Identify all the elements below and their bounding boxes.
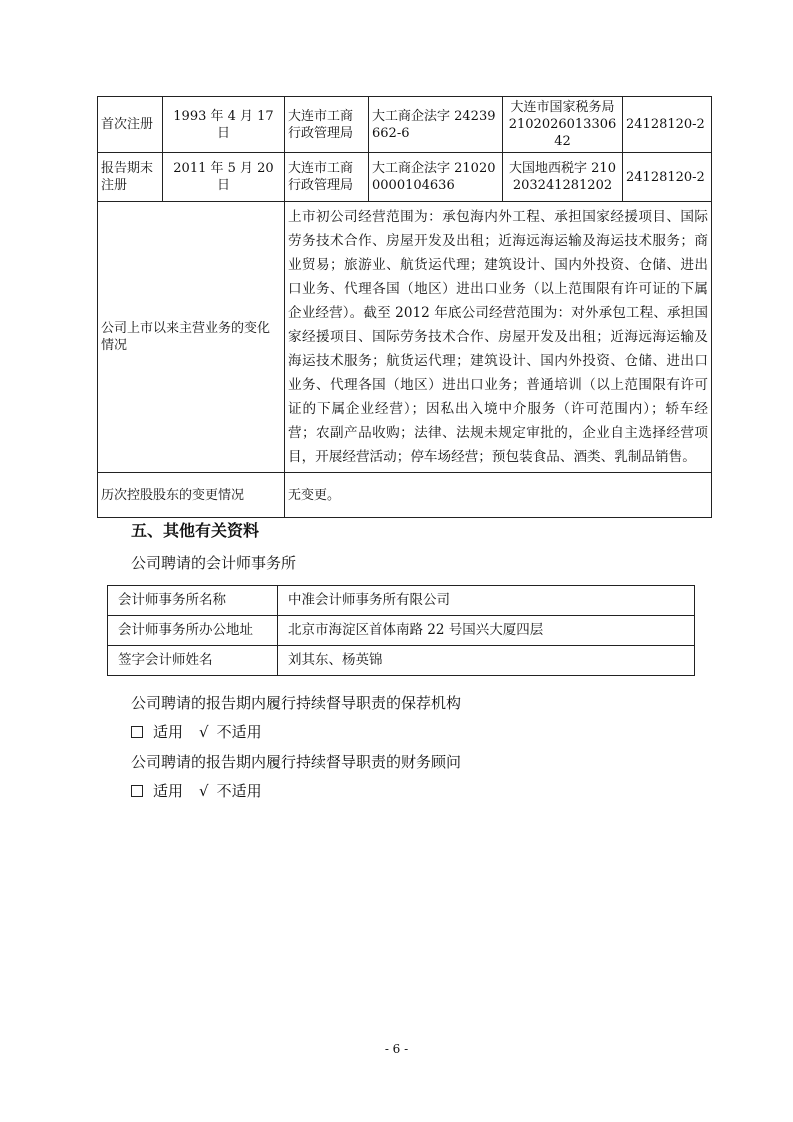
option-applicable: 适用 [153, 782, 184, 800]
page-number: - 6 - [384, 1042, 409, 1056]
checkbox-empty-icon [131, 785, 143, 797]
row-label: 首次注册 [98, 97, 163, 153]
tax-registration: 大连市国家税务局 210202601330642 [503, 97, 623, 153]
accounting-firm-table [107, 585, 695, 676]
shareholder-change-value: 无变更。 [285, 473, 712, 518]
advisor-line: 公司聘请的报告期内履行持续督导职责的财务顾问 [131, 753, 462, 771]
advisor-options [131, 781, 262, 801]
table-row [98, 97, 712, 153]
table-row [108, 586, 695, 616]
table-row [108, 646, 695, 676]
table-row [98, 153, 712, 202]
business-change-text: 上市初公司经营范围为：承包海内外工程、承担国家经援项目、国际劳务技术合作、房屋开发及出租；近海远海运输及海运技术服务；商业贸易；旅游业、航货运代理；建筑设计、国内外投资、仓储、进出口业务、代理各国（地区）进出口业务（以上范围限有许可证的下属企业经营）。截至 2012 年底公司经营范围为：对外承包工程、承担国家经援项目、国际劳务技术合作、房屋开发及出租；近海远海运输及海运技术服务；航货运代理；建筑设计、国内外投资、仓储、进出口业务、代理各国（地区）进出口业务；普通培训（以上范围限有许可证的下属企业经营）；因私出入境中介服务（许可范围内）；轿车经营；农副产品收购；法律、法规未规定审批的，企业自主选择经营项目，开展经营活动；停车场经营；预包装食品、酒类、乳制品销售。 [285, 202, 712, 473]
registration-authority: 大连市工商行政管理局 [285, 153, 369, 202]
table-row [98, 202, 712, 473]
sponsor-line: 公司聘请的报告期内履行持续督导职责的保荐机构 [131, 694, 462, 712]
shareholder-change-label: 历次控股股东的变更情况 [98, 473, 285, 518]
option-not-applicable: 不适用 [216, 723, 262, 741]
business-license: 大工商企法字 24239662-6 [369, 97, 503, 153]
accounting-value: 中准会计师事务所有限公司 [278, 586, 695, 616]
registration-date: 2011 年 5 月 20 日 [163, 153, 285, 202]
accounting-intro: 公司聘请的会计师事务所 [131, 554, 297, 572]
section-title: 五、其他有关资料 [131, 521, 260, 540]
accounting-label: 会计师事务所办公地址 [108, 616, 278, 646]
checkbox-empty-icon [131, 726, 143, 738]
row-label: 报告期末注册 [98, 153, 163, 202]
accounting-value: 北京市海淀区首体南路 22 号国兴大厦四层 [278, 616, 695, 646]
organization-code: 24128120-2 [623, 97, 712, 153]
sponsor-options [131, 722, 262, 742]
check-mark-icon: √ [199, 723, 209, 741]
business-change-label: 公司上市以来主营业务的变化情况 [98, 202, 285, 473]
option-applicable: 适用 [153, 723, 184, 741]
business-license: 大工商企法字 210200000104636 [369, 153, 503, 202]
accounting-label: 会计师事务所名称 [108, 586, 278, 616]
tax-registration: 大国地西税字 210203241281202 [503, 153, 623, 202]
option-not-applicable: 不适用 [216, 782, 262, 800]
registration-table [97, 96, 712, 518]
registration-authority: 大连市工商行政管理局 [285, 97, 369, 153]
table-row [108, 616, 695, 646]
accounting-label: 签字会计师姓名 [108, 646, 278, 676]
table-row [98, 473, 712, 518]
accounting-value: 刘其东、杨英锦 [278, 646, 695, 676]
check-mark-icon: √ [199, 782, 209, 800]
organization-code: 24128120-2 [623, 153, 712, 202]
registration-date: 1993 年 4 月 17 日 [163, 97, 285, 153]
